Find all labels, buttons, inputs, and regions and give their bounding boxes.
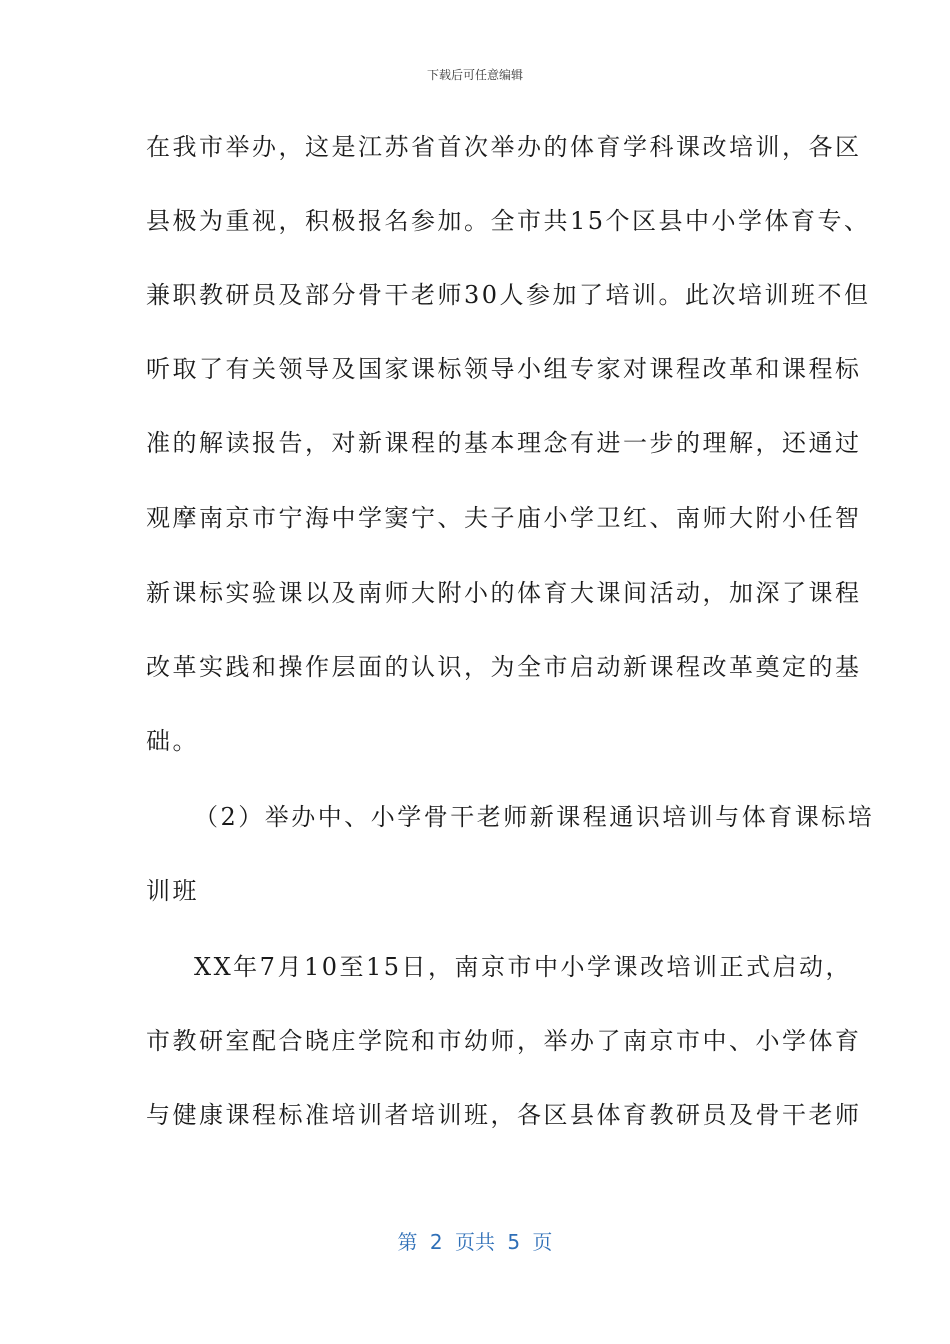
page-number-footer: 第 2 页共 5 页 bbox=[397, 1230, 553, 1254]
paragraph-line: 新课标实验课以及南师大附小的体育大课间活动，加深了课程 bbox=[146, 579, 862, 607]
paragraph-line: 准的解读报告，对新课程的基本理念有进一步的理解，还通过 bbox=[146, 429, 862, 457]
section-heading-line: （2）举办中、小学骨干老师新课程通识培训与体育课标培 bbox=[194, 803, 875, 831]
paragraph-line: 与健康课程标准培训者培训班，各区县体育教研员及骨干老师 bbox=[146, 1101, 862, 1129]
paragraph-line: 听取了有关领导及国家课标领导小组专家对课程改革和课程标 bbox=[146, 355, 862, 383]
paragraph-line: 观摩南京市宁海中学窦宁、夫子庙小学卫红、南师大附小任智 bbox=[146, 504, 862, 532]
paragraph-line: XX年7月10至15日，南京市中小学课改培训正式启动， bbox=[194, 953, 853, 981]
paragraph-line: 兼职教研员及部分骨干老师30人参加了培训。此次培训班不但 bbox=[146, 281, 871, 309]
paragraph-line: 县极为重视，积极报名参加。全市共15个区县中小学体育专、 bbox=[146, 207, 871, 235]
paragraph-line: 在我市举办，这是江苏省首次举办的体育学科课改培训，各区 bbox=[146, 133, 862, 161]
paragraph-line: 改革实践和操作层面的认识，为全市启动新课程改革奠定的基 bbox=[146, 653, 862, 681]
paragraph-line: 市教研室配合晓庄学院和市幼师，举办了南京市中、小学体育 bbox=[146, 1027, 862, 1055]
paragraph-line: 础。 bbox=[146, 727, 199, 755]
section-heading-line: 训班 bbox=[146, 877, 199, 905]
header-note: 下载后可任意编辑 bbox=[426, 68, 523, 82]
